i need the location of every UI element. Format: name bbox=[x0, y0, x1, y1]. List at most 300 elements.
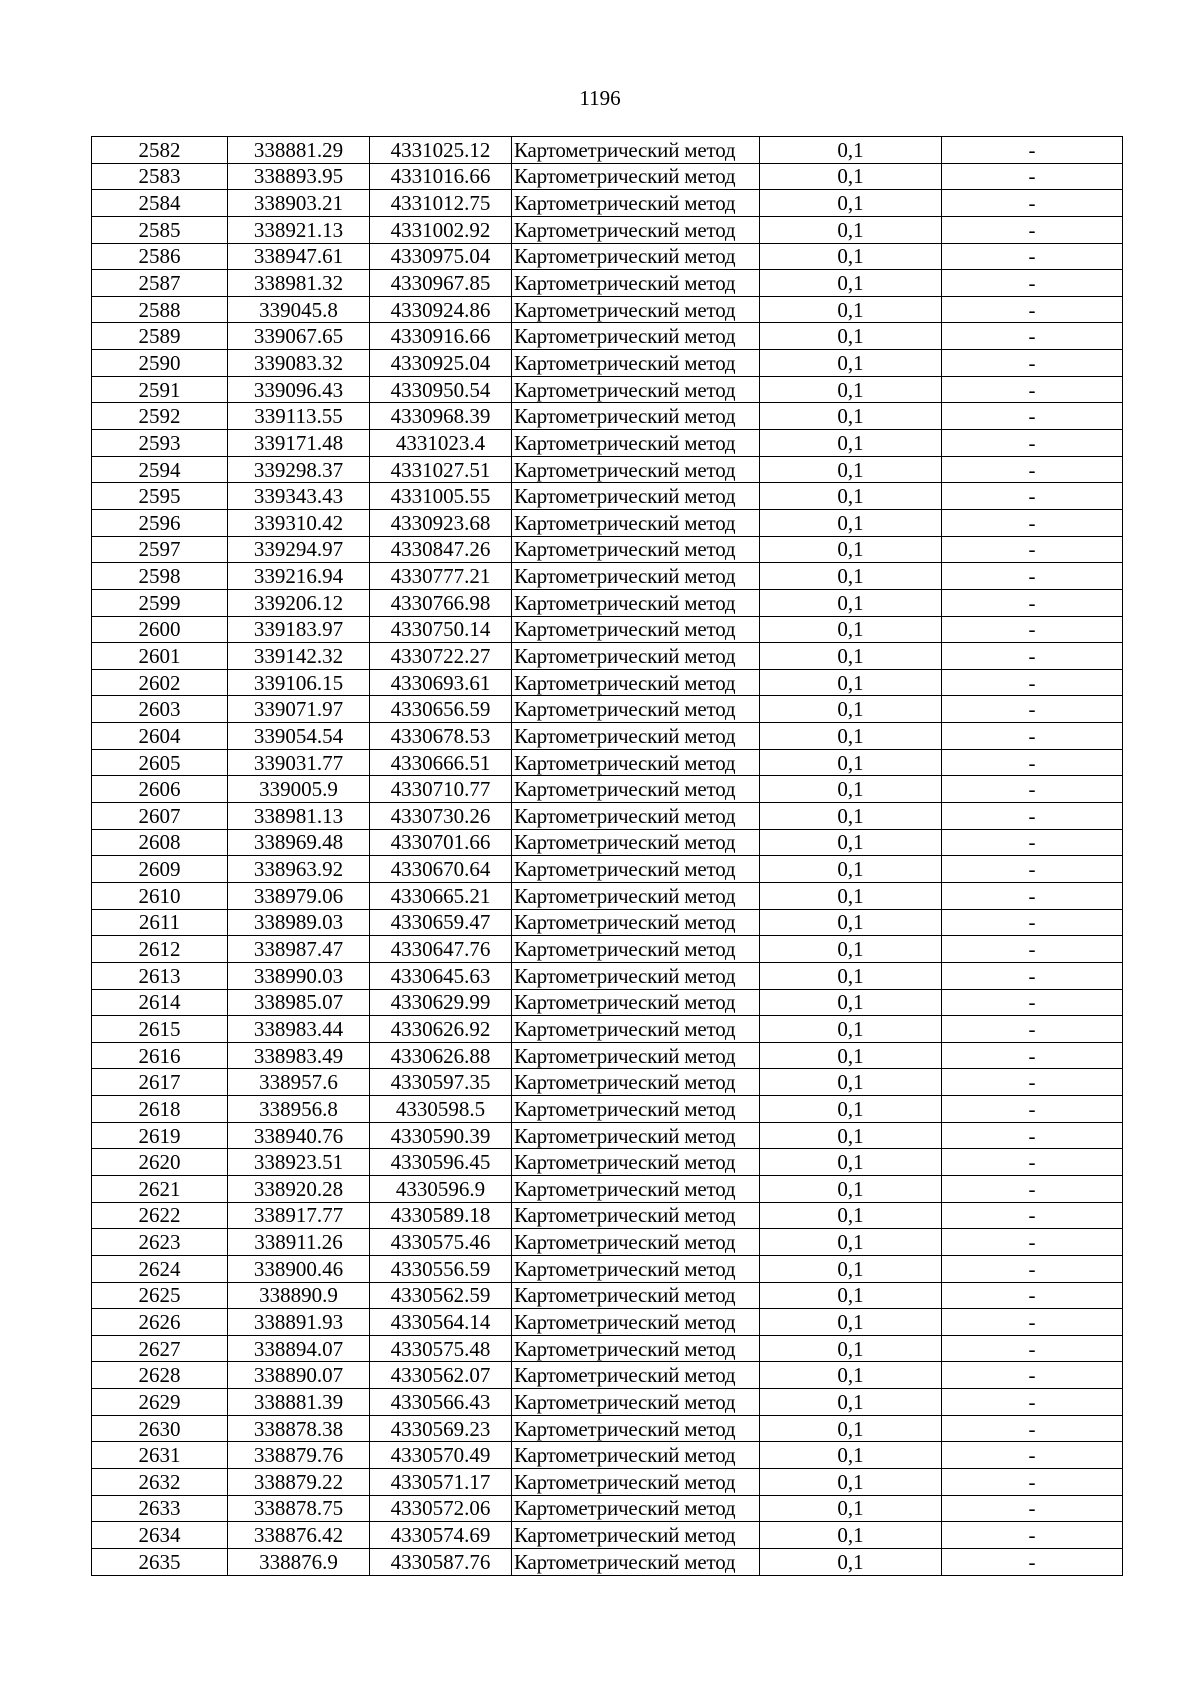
note-cell: - bbox=[942, 1202, 1123, 1229]
method-cell: Картометрический метод bbox=[512, 669, 760, 696]
accuracy-cell: 0,1 bbox=[760, 1389, 942, 1416]
table-row bbox=[92, 1255, 1123, 1282]
table-row bbox=[92, 589, 1123, 616]
note-cell: - bbox=[942, 1415, 1123, 1442]
method-cell: Картометрический метод bbox=[512, 1042, 760, 1069]
accuracy-cell: 0,1 bbox=[760, 1309, 942, 1336]
method-cell: Картометрический метод bbox=[512, 403, 760, 430]
method-cell: Картометрический метод bbox=[512, 243, 760, 270]
table-row bbox=[92, 1548, 1123, 1575]
note-cell: - bbox=[942, 350, 1123, 377]
method-cell: Картометрический метод bbox=[512, 989, 760, 1016]
y-coordinate-cell: 4330750.14 bbox=[370, 616, 512, 643]
y-coordinate-cell: 4330678.53 bbox=[370, 723, 512, 750]
point-number-cell: 2626 bbox=[92, 1309, 228, 1336]
point-number-cell: 2614 bbox=[92, 989, 228, 1016]
x-coordinate-cell: 339031.77 bbox=[228, 749, 370, 776]
point-number-cell: 2587 bbox=[92, 270, 228, 297]
point-number-cell: 2632 bbox=[92, 1469, 228, 1496]
point-number-cell: 2608 bbox=[92, 829, 228, 856]
y-coordinate-cell: 4330562.07 bbox=[370, 1362, 512, 1389]
accuracy-cell: 0,1 bbox=[760, 190, 942, 217]
y-coordinate-cell: 4331002.92 bbox=[370, 216, 512, 243]
table-row bbox=[92, 137, 1123, 164]
note-cell: - bbox=[942, 723, 1123, 750]
note-cell: - bbox=[942, 1282, 1123, 1309]
method-cell: Картометрический метод bbox=[512, 803, 760, 830]
note-cell: - bbox=[942, 1389, 1123, 1416]
note-cell: - bbox=[942, 909, 1123, 936]
point-number-cell: 2635 bbox=[92, 1548, 228, 1575]
y-coordinate-cell: 4330562.59 bbox=[370, 1282, 512, 1309]
note-cell: - bbox=[942, 536, 1123, 563]
method-cell: Картометрический метод bbox=[512, 323, 760, 350]
y-coordinate-cell: 4330666.51 bbox=[370, 749, 512, 776]
point-number-cell: 2622 bbox=[92, 1202, 228, 1229]
method-cell: Картометрический метод bbox=[512, 1149, 760, 1176]
x-coordinate-cell: 338894.07 bbox=[228, 1335, 370, 1362]
table-row bbox=[92, 1495, 1123, 1522]
note-cell: - bbox=[942, 776, 1123, 803]
x-coordinate-cell: 338876.9 bbox=[228, 1548, 370, 1575]
y-coordinate-cell: 4330570.49 bbox=[370, 1442, 512, 1469]
y-coordinate-cell: 4330925.04 bbox=[370, 350, 512, 377]
note-cell: - bbox=[942, 243, 1123, 270]
note-cell: - bbox=[942, 962, 1123, 989]
x-coordinate-cell: 339067.65 bbox=[228, 323, 370, 350]
y-coordinate-cell: 4330587.76 bbox=[370, 1548, 512, 1575]
x-coordinate-cell: 338911.26 bbox=[228, 1229, 370, 1256]
table-row bbox=[92, 190, 1123, 217]
table-row bbox=[92, 1415, 1123, 1442]
y-coordinate-cell: 4330975.04 bbox=[370, 243, 512, 270]
accuracy-cell: 0,1 bbox=[760, 509, 942, 536]
accuracy-cell: 0,1 bbox=[760, 1495, 942, 1522]
x-coordinate-cell: 338979.06 bbox=[228, 882, 370, 909]
method-cell: Картометрический метод bbox=[512, 1255, 760, 1282]
x-coordinate-cell: 338989.03 bbox=[228, 909, 370, 936]
accuracy-cell: 0,1 bbox=[760, 856, 942, 883]
accuracy-cell: 0,1 bbox=[760, 696, 942, 723]
note-cell: - bbox=[942, 509, 1123, 536]
point-number-cell: 2625 bbox=[92, 1282, 228, 1309]
table-row bbox=[92, 1389, 1123, 1416]
x-coordinate-cell: 338891.93 bbox=[228, 1309, 370, 1336]
method-cell: Картометрический метод bbox=[512, 1442, 760, 1469]
x-coordinate-cell: 339298.37 bbox=[228, 456, 370, 483]
point-number-cell: 2583 bbox=[92, 163, 228, 190]
note-cell: - bbox=[942, 1016, 1123, 1043]
accuracy-cell: 0,1 bbox=[760, 216, 942, 243]
accuracy-cell: 0,1 bbox=[760, 989, 942, 1016]
y-coordinate-cell: 4330670.64 bbox=[370, 856, 512, 883]
point-number-cell: 2634 bbox=[92, 1522, 228, 1549]
y-coordinate-cell: 4330950.54 bbox=[370, 376, 512, 403]
table-row bbox=[92, 776, 1123, 803]
note-cell: - bbox=[942, 856, 1123, 883]
accuracy-cell: 0,1 bbox=[760, 430, 942, 457]
method-cell: Картометрический метод bbox=[512, 723, 760, 750]
method-cell: Картометрический метод bbox=[512, 296, 760, 323]
y-coordinate-cell: 4331027.51 bbox=[370, 456, 512, 483]
table-row bbox=[92, 909, 1123, 936]
y-coordinate-cell: 4330968.39 bbox=[370, 403, 512, 430]
method-cell: Картометрический метод bbox=[512, 1362, 760, 1389]
point-number-cell: 2599 bbox=[92, 589, 228, 616]
accuracy-cell: 0,1 bbox=[760, 589, 942, 616]
method-cell: Картометрический метод bbox=[512, 137, 760, 164]
note-cell: - bbox=[942, 749, 1123, 776]
y-coordinate-cell: 4330647.76 bbox=[370, 936, 512, 963]
method-cell: Картометрический метод bbox=[512, 1096, 760, 1123]
point-number-cell: 2598 bbox=[92, 563, 228, 590]
point-number-cell: 2617 bbox=[92, 1069, 228, 1096]
y-coordinate-cell: 4330574.69 bbox=[370, 1522, 512, 1549]
note-cell: - bbox=[942, 1442, 1123, 1469]
point-number-cell: 2588 bbox=[92, 296, 228, 323]
point-number-cell: 2589 bbox=[92, 323, 228, 350]
accuracy-cell: 0,1 bbox=[760, 163, 942, 190]
note-cell: - bbox=[942, 296, 1123, 323]
note-cell: - bbox=[942, 1335, 1123, 1362]
accuracy-cell: 0,1 bbox=[760, 1202, 942, 1229]
y-coordinate-cell: 4330571.17 bbox=[370, 1469, 512, 1496]
x-coordinate-cell: 338969.48 bbox=[228, 829, 370, 856]
accuracy-cell: 0,1 bbox=[760, 137, 942, 164]
y-coordinate-cell: 4330590.39 bbox=[370, 1122, 512, 1149]
point-number-cell: 2631 bbox=[92, 1442, 228, 1469]
x-coordinate-cell: 339096.43 bbox=[228, 376, 370, 403]
table-row bbox=[92, 669, 1123, 696]
y-coordinate-cell: 4330575.48 bbox=[370, 1335, 512, 1362]
x-coordinate-cell: 338900.46 bbox=[228, 1255, 370, 1282]
accuracy-cell: 0,1 bbox=[760, 563, 942, 590]
method-cell: Картометрический метод bbox=[512, 1389, 760, 1416]
point-number-cell: 2591 bbox=[92, 376, 228, 403]
point-number-cell: 2615 bbox=[92, 1016, 228, 1043]
point-number-cell: 2629 bbox=[92, 1389, 228, 1416]
accuracy-cell: 0,1 bbox=[760, 723, 942, 750]
y-coordinate-cell: 4330626.88 bbox=[370, 1042, 512, 1069]
point-number-cell: 2627 bbox=[92, 1335, 228, 1362]
point-number-cell: 2620 bbox=[92, 1149, 228, 1176]
table-row bbox=[92, 1442, 1123, 1469]
table-row bbox=[92, 163, 1123, 190]
table-row bbox=[92, 243, 1123, 270]
point-number-cell: 2601 bbox=[92, 643, 228, 670]
accuracy-cell: 0,1 bbox=[760, 1442, 942, 1469]
table-row bbox=[92, 536, 1123, 563]
accuracy-cell: 0,1 bbox=[760, 1069, 942, 1096]
point-number-cell: 2616 bbox=[92, 1042, 228, 1069]
method-cell: Картометрический метод bbox=[512, 589, 760, 616]
point-number-cell: 2619 bbox=[92, 1122, 228, 1149]
note-cell: - bbox=[942, 323, 1123, 350]
method-cell: Картометрический метод bbox=[512, 1469, 760, 1496]
x-coordinate-cell: 338985.07 bbox=[228, 989, 370, 1016]
point-number-cell: 2596 bbox=[92, 509, 228, 536]
y-coordinate-cell: 4330626.92 bbox=[370, 1016, 512, 1043]
point-number-cell: 2592 bbox=[92, 403, 228, 430]
method-cell: Картометрический метод bbox=[512, 1016, 760, 1043]
table-row bbox=[92, 430, 1123, 457]
y-coordinate-cell: 4330777.21 bbox=[370, 563, 512, 590]
method-cell: Картометрический метод bbox=[512, 909, 760, 936]
x-coordinate-cell: 338917.77 bbox=[228, 1202, 370, 1229]
note-cell: - bbox=[942, 1309, 1123, 1336]
note-cell: - bbox=[942, 563, 1123, 590]
accuracy-cell: 0,1 bbox=[760, 1122, 942, 1149]
method-cell: Картометрический метод bbox=[512, 216, 760, 243]
y-coordinate-cell: 4330575.46 bbox=[370, 1229, 512, 1256]
accuracy-cell: 0,1 bbox=[760, 1415, 942, 1442]
accuracy-cell: 0,1 bbox=[760, 323, 942, 350]
x-coordinate-cell: 338876.42 bbox=[228, 1522, 370, 1549]
method-cell: Картометрический метод bbox=[512, 962, 760, 989]
accuracy-cell: 0,1 bbox=[760, 1042, 942, 1069]
y-coordinate-cell: 4330596.9 bbox=[370, 1175, 512, 1202]
x-coordinate-cell: 338890.07 bbox=[228, 1362, 370, 1389]
y-coordinate-cell: 4330629.99 bbox=[370, 989, 512, 1016]
note-cell: - bbox=[942, 270, 1123, 297]
y-coordinate-cell: 4330659.47 bbox=[370, 909, 512, 936]
table-row bbox=[92, 270, 1123, 297]
table-row bbox=[92, 1282, 1123, 1309]
method-cell: Картометрический метод bbox=[512, 1548, 760, 1575]
y-coordinate-cell: 4331023.4 bbox=[370, 430, 512, 457]
method-cell: Картометрический метод bbox=[512, 882, 760, 909]
accuracy-cell: 0,1 bbox=[760, 350, 942, 377]
method-cell: Картометрический метод bbox=[512, 749, 760, 776]
x-coordinate-cell: 339106.15 bbox=[228, 669, 370, 696]
method-cell: Картометрический метод bbox=[512, 350, 760, 377]
y-coordinate-cell: 4330598.5 bbox=[370, 1096, 512, 1123]
x-coordinate-cell: 339343.43 bbox=[228, 483, 370, 510]
y-coordinate-cell: 4330596.45 bbox=[370, 1149, 512, 1176]
table-row bbox=[92, 829, 1123, 856]
note-cell: - bbox=[942, 1175, 1123, 1202]
method-cell: Картометрический метод bbox=[512, 1522, 760, 1549]
x-coordinate-cell: 339310.42 bbox=[228, 509, 370, 536]
accuracy-cell: 0,1 bbox=[760, 882, 942, 909]
method-cell: Картометрический метод bbox=[512, 1335, 760, 1362]
table-row bbox=[92, 376, 1123, 403]
note-cell: - bbox=[942, 190, 1123, 217]
table-row bbox=[92, 1096, 1123, 1123]
y-coordinate-cell: 4330766.98 bbox=[370, 589, 512, 616]
point-number-cell: 2585 bbox=[92, 216, 228, 243]
method-cell: Картометрический метод bbox=[512, 190, 760, 217]
table-row bbox=[92, 1362, 1123, 1389]
accuracy-cell: 0,1 bbox=[760, 1149, 942, 1176]
table-row bbox=[92, 483, 1123, 510]
table-row bbox=[92, 882, 1123, 909]
x-coordinate-cell: 338881.39 bbox=[228, 1389, 370, 1416]
note-cell: - bbox=[942, 803, 1123, 830]
accuracy-cell: 0,1 bbox=[760, 1282, 942, 1309]
table-row bbox=[92, 936, 1123, 963]
x-coordinate-cell: 338981.13 bbox=[228, 803, 370, 830]
note-cell: - bbox=[942, 1362, 1123, 1389]
note-cell: - bbox=[942, 403, 1123, 430]
table-row bbox=[92, 1309, 1123, 1336]
note-cell: - bbox=[942, 1149, 1123, 1176]
x-coordinate-cell: 338987.47 bbox=[228, 936, 370, 963]
x-coordinate-cell: 338983.49 bbox=[228, 1042, 370, 1069]
point-number-cell: 2624 bbox=[92, 1255, 228, 1282]
table-row bbox=[92, 1335, 1123, 1362]
point-number-cell: 2584 bbox=[92, 190, 228, 217]
x-coordinate-cell: 338981.32 bbox=[228, 270, 370, 297]
point-number-cell: 2595 bbox=[92, 483, 228, 510]
note-cell: - bbox=[942, 1255, 1123, 1282]
accuracy-cell: 0,1 bbox=[760, 536, 942, 563]
y-coordinate-cell: 4330645.63 bbox=[370, 962, 512, 989]
accuracy-cell: 0,1 bbox=[760, 1469, 942, 1496]
x-coordinate-cell: 338947.61 bbox=[228, 243, 370, 270]
point-number-cell: 2590 bbox=[92, 350, 228, 377]
point-number-cell: 2594 bbox=[92, 456, 228, 483]
table-row bbox=[92, 1122, 1123, 1149]
accuracy-cell: 0,1 bbox=[760, 1335, 942, 1362]
method-cell: Картометрический метод bbox=[512, 1122, 760, 1149]
y-coordinate-cell: 4330693.61 bbox=[370, 669, 512, 696]
table-row bbox=[92, 350, 1123, 377]
accuracy-cell: 0,1 bbox=[760, 1096, 942, 1123]
page-number: 1196 bbox=[579, 86, 621, 110]
x-coordinate-cell: 338881.29 bbox=[228, 137, 370, 164]
x-coordinate-cell: 338963.92 bbox=[228, 856, 370, 883]
x-coordinate-cell: 339113.55 bbox=[228, 403, 370, 430]
y-coordinate-cell: 4330710.77 bbox=[370, 776, 512, 803]
x-coordinate-cell: 338903.21 bbox=[228, 190, 370, 217]
method-cell: Картометрический метод bbox=[512, 430, 760, 457]
note-cell: - bbox=[942, 376, 1123, 403]
point-number-cell: 2607 bbox=[92, 803, 228, 830]
note-cell: - bbox=[942, 1469, 1123, 1496]
accuracy-cell: 0,1 bbox=[760, 296, 942, 323]
note-cell: - bbox=[942, 430, 1123, 457]
method-cell: Картометрический метод bbox=[512, 1495, 760, 1522]
y-coordinate-cell: 4330569.23 bbox=[370, 1415, 512, 1442]
note-cell: - bbox=[942, 456, 1123, 483]
y-coordinate-cell: 4330967.85 bbox=[370, 270, 512, 297]
y-coordinate-cell: 4330566.43 bbox=[370, 1389, 512, 1416]
x-coordinate-cell: 338983.44 bbox=[228, 1016, 370, 1043]
x-coordinate-cell: 338957.6 bbox=[228, 1069, 370, 1096]
table-row bbox=[92, 1469, 1123, 1496]
x-coordinate-cell: 339216.94 bbox=[228, 563, 370, 590]
point-number-cell: 2603 bbox=[92, 696, 228, 723]
point-number-cell: 2633 bbox=[92, 1495, 228, 1522]
accuracy-cell: 0,1 bbox=[760, 749, 942, 776]
note-cell: - bbox=[942, 696, 1123, 723]
method-cell: Картометрический метод bbox=[512, 270, 760, 297]
point-number-cell: 2610 bbox=[92, 882, 228, 909]
accuracy-cell: 0,1 bbox=[760, 1255, 942, 1282]
y-coordinate-cell: 4330923.68 bbox=[370, 509, 512, 536]
point-number-cell: 2602 bbox=[92, 669, 228, 696]
table-row bbox=[92, 1202, 1123, 1229]
y-coordinate-cell: 4330665.21 bbox=[370, 882, 512, 909]
x-coordinate-cell: 339005.9 bbox=[228, 776, 370, 803]
x-coordinate-cell: 339071.97 bbox=[228, 696, 370, 723]
note-cell: - bbox=[942, 829, 1123, 856]
coordinates-table-body bbox=[92, 137, 1123, 1576]
accuracy-cell: 0,1 bbox=[760, 616, 942, 643]
note-cell: - bbox=[942, 882, 1123, 909]
x-coordinate-cell: 339183.97 bbox=[228, 616, 370, 643]
table-row bbox=[92, 1016, 1123, 1043]
x-coordinate-cell: 338878.38 bbox=[228, 1415, 370, 1442]
accuracy-cell: 0,1 bbox=[760, 483, 942, 510]
table-row bbox=[92, 456, 1123, 483]
table-row bbox=[92, 803, 1123, 830]
point-number-cell: 2604 bbox=[92, 723, 228, 750]
y-coordinate-cell: 4330572.06 bbox=[370, 1495, 512, 1522]
accuracy-cell: 0,1 bbox=[760, 669, 942, 696]
accuracy-cell: 0,1 bbox=[760, 1016, 942, 1043]
accuracy-cell: 0,1 bbox=[760, 936, 942, 963]
y-coordinate-cell: 4330556.59 bbox=[370, 1255, 512, 1282]
accuracy-cell: 0,1 bbox=[760, 270, 942, 297]
x-coordinate-cell: 338940.76 bbox=[228, 1122, 370, 1149]
coordinates-table bbox=[91, 136, 1123, 1576]
method-cell: Картометрический метод bbox=[512, 856, 760, 883]
table-row bbox=[92, 323, 1123, 350]
method-cell: Картометрический метод bbox=[512, 696, 760, 723]
accuracy-cell: 0,1 bbox=[760, 1175, 942, 1202]
y-coordinate-cell: 4331012.75 bbox=[370, 190, 512, 217]
table-row bbox=[92, 509, 1123, 536]
table-row bbox=[92, 989, 1123, 1016]
table-row bbox=[92, 856, 1123, 883]
method-cell: Картометрический метод bbox=[512, 616, 760, 643]
x-coordinate-cell: 338879.22 bbox=[228, 1469, 370, 1496]
note-cell: - bbox=[942, 589, 1123, 616]
table-row bbox=[92, 643, 1123, 670]
x-coordinate-cell: 339294.97 bbox=[228, 536, 370, 563]
table-row bbox=[92, 962, 1123, 989]
note-cell: - bbox=[942, 616, 1123, 643]
note-cell: - bbox=[942, 1548, 1123, 1575]
x-coordinate-cell: 339054.54 bbox=[228, 723, 370, 750]
method-cell: Картометрический метод bbox=[512, 1282, 760, 1309]
point-number-cell: 2612 bbox=[92, 936, 228, 963]
x-coordinate-cell: 339206.12 bbox=[228, 589, 370, 616]
table-row bbox=[92, 296, 1123, 323]
note-cell: - bbox=[942, 936, 1123, 963]
x-coordinate-cell: 338890.9 bbox=[228, 1282, 370, 1309]
y-coordinate-cell: 4331005.55 bbox=[370, 483, 512, 510]
x-coordinate-cell: 339045.8 bbox=[228, 296, 370, 323]
method-cell: Картометрический метод bbox=[512, 643, 760, 670]
point-number-cell: 2613 bbox=[92, 962, 228, 989]
accuracy-cell: 0,1 bbox=[760, 776, 942, 803]
note-cell: - bbox=[942, 163, 1123, 190]
table-row bbox=[92, 1522, 1123, 1549]
x-coordinate-cell: 338923.51 bbox=[228, 1149, 370, 1176]
point-number-cell: 2597 bbox=[92, 536, 228, 563]
table-row bbox=[92, 563, 1123, 590]
table-row bbox=[92, 1149, 1123, 1176]
note-cell: - bbox=[942, 989, 1123, 1016]
table-row bbox=[92, 616, 1123, 643]
table-row bbox=[92, 403, 1123, 430]
y-coordinate-cell: 4330656.59 bbox=[370, 696, 512, 723]
table-row bbox=[92, 749, 1123, 776]
point-number-cell: 2586 bbox=[92, 243, 228, 270]
